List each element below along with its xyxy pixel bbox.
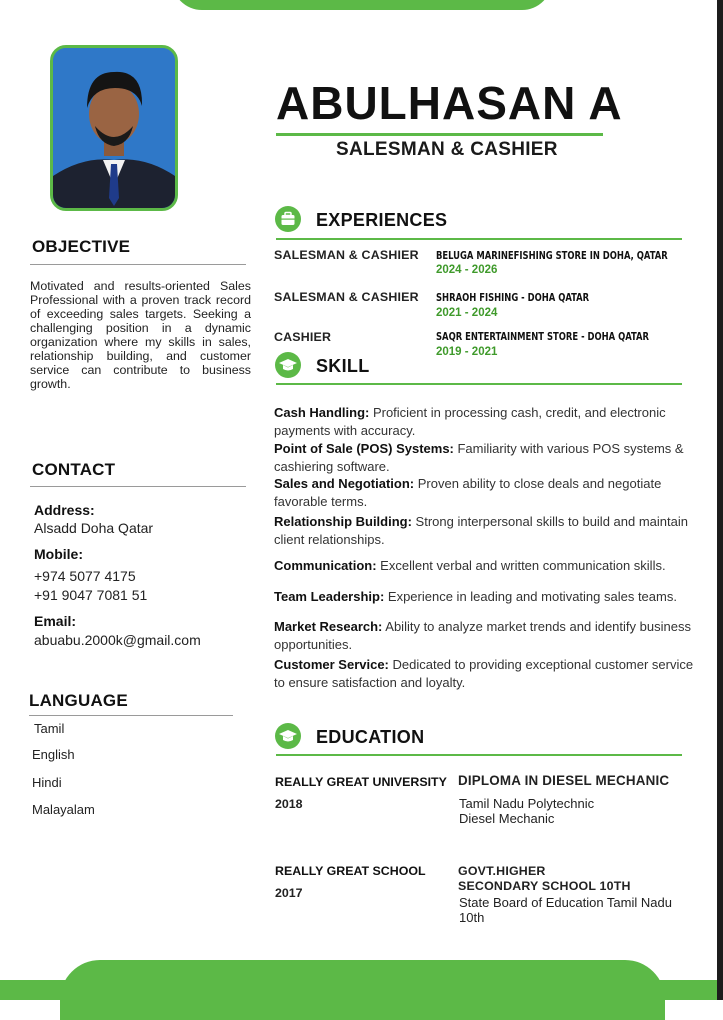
profile-photo [50,45,178,211]
language-item: Hindi [32,775,62,790]
experiences-divider [276,238,682,240]
skill-item [274,588,714,606]
experience-company: SHRAOH FISHING - DOHA QATAR [436,291,590,304]
skill-item [274,557,704,575]
skill-name: Market Research: [274,619,383,634]
mobile-label: Mobile: [34,546,83,562]
contact-divider [30,486,246,487]
mobile-value-1: +974 5077 4175 [34,568,136,584]
objective-text: Motivated and results-oriented Sales Professional with a proven track record of exceeding sales targets. Seeking a challenging position in a dynamic organization where my skills in sales, relationship building, and customer service can contribute to business growth. [30,279,251,391]
skill-desc: Ability to analyze market trends and identify business opportunities. [274,619,691,652]
education-school: REALLY GREAT SCHOOL [275,864,426,878]
language-item: Malayalam [32,802,95,817]
mobile-value-2: +91 9047 7081 51 [34,587,148,603]
skill-desc: Strong interpersonal skills to build and maintain client relationships. [274,514,688,547]
education-detail: 10th [459,910,485,925]
skill-desc: Proficient in processing cash, credit, and electronic payments with accuracy. [274,405,666,438]
skill-desc: Proven ability to close deals and negotiate favorable terms. [274,476,662,509]
skill-desc: Excellent verbal and written communication skills. [376,558,666,573]
skill-name: Point of Sale (POS) Systems: [274,441,454,456]
experience-years: 2024 - 2026 [436,264,498,276]
experience-role: CASHIER [274,330,332,344]
experience-company: BELUGA MARINEFISHING STORE IN DOHA, QATAR [436,249,668,262]
skill-item [274,618,704,654]
education-school: REALLY GREAT UNIVERSITY [275,775,447,789]
candidate-name: ABULHASAN A [276,77,623,129]
top-accent-bar [172,0,552,10]
address-value: Alsadd Doha Qatar [34,520,154,536]
education-year: 2017 [275,886,303,900]
language-divider [29,715,233,716]
skill-name: Sales and Negotiation: [274,476,415,491]
skill-item [274,656,704,692]
language-item: Tamil [34,721,65,736]
skill-name: Communication: [274,558,377,573]
briefcase-icon [275,206,301,232]
skill-item [274,404,704,440]
skill-name: Cash Handling: [274,405,370,420]
experiences-heading: EXPERIENCES [316,210,448,230]
skill-name: Team Leadership: [274,589,385,604]
education-degree: SECONDARY SCHOOL 10TH [458,879,631,893]
contact-heading: CONTACT [32,460,116,479]
email-label: Email: [34,613,77,629]
graduation-cap-icon [275,723,301,749]
skill-desc: Familiarity with various POS systems & cashiering software. [274,441,684,474]
experience-years: 2019 - 2021 [436,346,498,358]
email-value: abuabu.2000k@gmail.com [34,632,201,648]
skill-name: Customer Service: [274,657,389,672]
objective-heading: OBJECTIVE [32,237,131,256]
skill-item [274,513,704,549]
education-degree: DIPLOMA IN DIESEL MECHANIC [458,773,670,788]
education-divider [276,754,682,756]
skill-desc: Dedicated to providing exceptional customer service to ensure satisfaction and loyalty. [274,657,694,690]
language-item: English [32,747,75,762]
education-degree: GOVT.HIGHER [458,864,546,878]
education-year: 2018 [275,797,303,811]
skill-heading: SKILL [316,356,370,376]
education-detail: State Board of Education Tamil Nadu [459,895,672,910]
page-edge [717,0,723,1000]
candidate-title: SALESMAN & CASHIER [336,139,558,160]
education-detail: Tamil Nadu Polytechnic [459,796,595,811]
skill-item [274,440,704,476]
experience-company: SAQR ENTERTAINMENT STORE - DOHA QATAR [436,330,650,343]
bottom-accent-bar [0,980,723,1000]
experience-years: 2021 - 2024 [436,307,498,319]
education-detail: Diesel Mechanic [459,811,555,826]
language-heading: LANGUAGE [29,691,128,710]
address-label: Address: [34,502,95,518]
name-underline [276,133,603,136]
skill-divider [276,383,682,385]
education-heading: EDUCATION [316,727,425,747]
experience-role: SALESMAN & CASHIER [274,290,419,304]
experience-role: SALESMAN & CASHIER [274,248,419,262]
skill-desc: Experience in leading and motivating sales teams. [384,589,677,604]
skill-name: Relationship Building: [274,514,412,529]
graduation-cap-icon [275,352,301,378]
skill-item [274,475,704,511]
objective-divider [30,264,246,265]
